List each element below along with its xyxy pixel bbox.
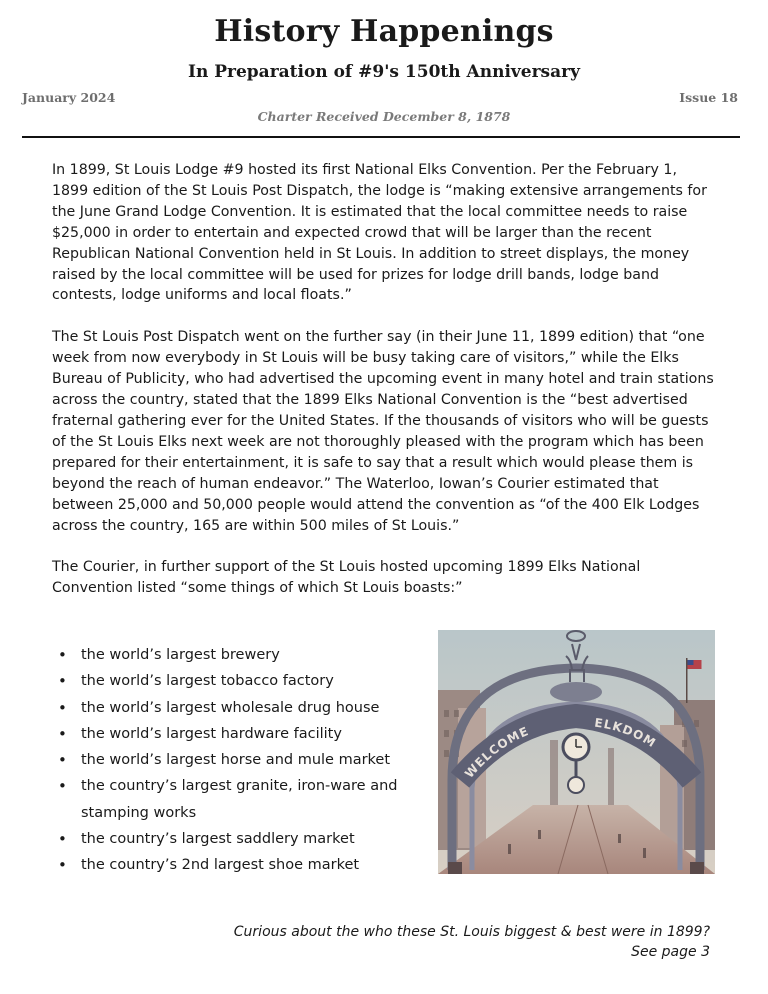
issue-date: January 2024 [22,90,116,105]
paragraph-3: The Courier, in further support of the St Louis hosted upcoming 1899 Elks National Convention listed “some things of which St Louis boasts:” [52,559,641,597]
list-item: • the world’s largest hardware facility [56,721,436,747]
issue-number: Issue 18 [679,90,738,105]
footer-teaser: Curious about the who these St. Louis biggest & best were in 1899? [233,924,710,940]
list-item: • the world’s largest horse and mule market [56,747,436,773]
newsletter-subtitle: In Preparation of #9's 150th Anniversary [188,62,580,82]
arch-illustration [438,630,715,874]
list-item: • the country’s largest saddlery market [56,826,436,852]
paragraph-1: In 1899, St Louis Lodge #9 hosted its first National Elks Convention. Per the February 1, 1899 edition of the St Louis Post Dispatch, the lodge is “making extensive arrangements for the June Grand Lodge Convention. It is estimated that the local committee needs to raise $25,000 in order to entertain and expected crowd that will be larger than the recent Republican National Convention held in St Louis. In addition to street displays, the money raised by the local committee will be used for prizes for lodge drill bands, lodge band contests, lodge uniforms and local floats.” [52,162,707,304]
welcome-elkdom-arch-photo [438,630,715,874]
footer-page-reference: See page 3 [631,944,710,960]
list-item: • the world’s largest brewery [56,642,436,668]
list-item: • the world’s largest tobacco factory [56,668,436,694]
list-item: • the country’s largest granite, iron-ware and stamping works [56,773,436,826]
article-body [52,160,717,620]
boasts-list [56,642,436,879]
header-divider [22,136,740,138]
newsletter-title: History Happenings [214,14,554,49]
list-item: • the world’s largest wholesale drug house [56,695,436,721]
arch-elkdom-text: ELKDOM [593,715,659,751]
charter-line: Charter Received December 8, 1878 [257,109,511,124]
paragraph-2: The St Louis Post Dispatch went on the further say (in their June 11, 1899 edition) that “one week from now everybody in St Louis will be busy taking care of visitors,” while the Elks Bureau of Publicity, who had advertised the upcoming event in many hotel and train stations across the country, stated that the 1899 Elks National Convention is the “best advertised fraternal gathering ever for the United States. If the thousands of visitors who will be guests of the St Louis Elks next week are not thoroughly pleased with the program which has been prepared for their entertainment, it is safe to say that a result which would please them is beyond the reach of human endeavor.” The Waterloo, Iowan’s Courier estimated that between 25,000 and 50,000 people would attend the convention as “of the 400 Elk Lodges across the country, 165 are within 500 miles of St Louis.” [52,329,714,534]
list-item: • the country’s 2nd largest shoe market [56,852,436,878]
arch-welcome-text: WELCOME [462,723,532,781]
